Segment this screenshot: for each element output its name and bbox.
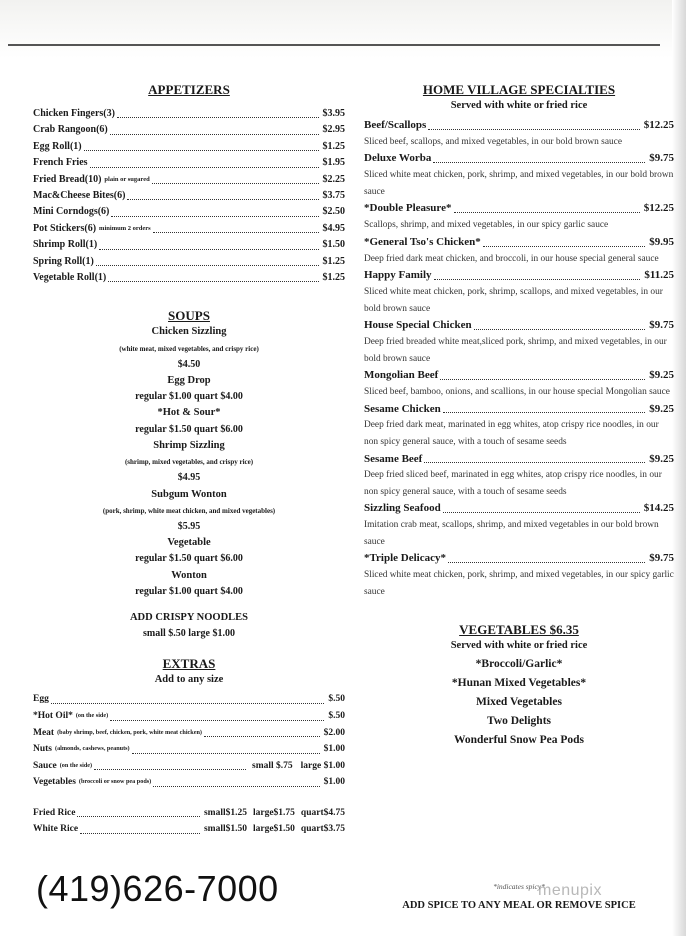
dot-leader bbox=[132, 753, 320, 754]
page-top-shadow bbox=[0, 0, 686, 58]
item-price: $9.25 bbox=[649, 452, 674, 465]
rice-name: Fried Rice bbox=[33, 807, 76, 818]
item-name: Egg bbox=[33, 694, 49, 705]
soup-desc: (shrimp, mixed vegetables, and crispy rice) bbox=[124, 458, 254, 467]
soup-name: Shrimp Sizzling bbox=[153, 439, 225, 451]
specialty-item bbox=[364, 451, 674, 501]
rice-small: small$1.25 bbox=[203, 807, 247, 818]
vegetables-title: VEGETABLES $6.35 bbox=[459, 622, 579, 638]
dot-leader bbox=[84, 150, 319, 151]
soup-name: Subgum Wonton bbox=[151, 488, 227, 500]
rice-small: small$1.50 bbox=[203, 824, 247, 835]
item-price: $9.95 bbox=[649, 235, 674, 248]
item-name: Sesame Beef bbox=[364, 452, 423, 465]
menu-item bbox=[33, 122, 345, 138]
rice-item bbox=[33, 821, 345, 838]
item-price: $3.75 bbox=[322, 190, 345, 202]
vegetables-section bbox=[364, 622, 674, 750]
soup-price: $4.95 bbox=[177, 472, 201, 484]
item-price: $1.50 bbox=[322, 239, 345, 251]
item-name: Beef/Scallops bbox=[364, 119, 427, 131]
dot-leader bbox=[434, 279, 641, 280]
item-name: Deluxe Worba bbox=[364, 152, 432, 165]
soup-desc: (white meat, mixed vegetables, and crispy rice) bbox=[119, 344, 259, 353]
vegetable-item: Mixed Vegetables bbox=[476, 696, 562, 709]
soup-name: Vegetable bbox=[167, 537, 211, 549]
vegetable-item: *Hunan Mixed Vegetables* bbox=[451, 677, 587, 690]
item-note: plain or sugared bbox=[104, 175, 150, 183]
item-name: *Triple Delicacy* bbox=[364, 552, 446, 565]
extra-item bbox=[33, 708, 345, 725]
specialty-item bbox=[364, 117, 674, 150]
item-desc: Imitation crab meat, scallops, shrimp, and mixed vegetables in our bold brown sauce bbox=[364, 520, 659, 547]
dot-leader bbox=[111, 216, 318, 217]
left-column bbox=[33, 82, 345, 838]
crispy-noodles-title: ADD CRISPY NOODLES bbox=[129, 611, 249, 623]
soups-title: SOUPS bbox=[168, 308, 210, 324]
dot-leader bbox=[108, 281, 318, 282]
menupix-watermark: menupix bbox=[538, 882, 602, 899]
menu-item bbox=[33, 204, 345, 220]
rice-quart: quart$3.75 bbox=[300, 824, 345, 835]
item-desc: Sliced white meat chicken, pork, shrimp, and mixed vegetables, in our bold brown sauce bbox=[364, 170, 674, 197]
item-name: House Special Chicken bbox=[364, 319, 472, 332]
rice-item bbox=[33, 805, 345, 822]
menu-item bbox=[33, 155, 345, 171]
dot-leader bbox=[474, 329, 646, 330]
spice-indicator-note: *indicates spicy* bbox=[493, 882, 545, 891]
dot-leader bbox=[433, 162, 645, 163]
item-price: $9.25 bbox=[649, 402, 674, 415]
dot-leader bbox=[483, 246, 646, 247]
rice-quart: quart$4.75 bbox=[300, 807, 345, 818]
specialties-subtitle: Served with white or fried rice bbox=[450, 100, 588, 111]
item-desc: Sliced white meat chicken, pork, shrimp, scallops, and mixed vegetables, in our bold brown sauce bbox=[364, 286, 663, 314]
item-price: $12.25 bbox=[643, 119, 674, 131]
rice-large: large$1.50 bbox=[252, 824, 295, 835]
dot-leader bbox=[127, 199, 318, 200]
dot-leader bbox=[424, 462, 645, 463]
item-name: Vegetables bbox=[33, 777, 76, 788]
item-price: $4.95 bbox=[322, 222, 345, 234]
specialty-item bbox=[364, 367, 674, 400]
dot-leader bbox=[454, 212, 640, 213]
soup-price: $4.50 bbox=[177, 358, 201, 370]
item-name: Sesame Chicken bbox=[364, 402, 441, 415]
vegetable-item: Wonderful Snow Pea Pods bbox=[453, 734, 585, 747]
item-name: Chicken Fingers(3) bbox=[33, 108, 115, 119]
item-name: *Double Pleasure* bbox=[364, 202, 452, 215]
menu-item bbox=[33, 237, 345, 253]
vegetables-subtitle: Served with white or fried rice bbox=[450, 640, 588, 652]
item-desc: Sliced white meat chicken, pork, shrimp, and mixed vegetables, in our spicy garlic sauce bbox=[364, 570, 674, 597]
item-price: $1.00 bbox=[323, 744, 345, 755]
soup-name: Wonton bbox=[171, 569, 207, 581]
soups-list bbox=[33, 324, 345, 599]
extra-item bbox=[33, 758, 345, 775]
soup-price: regular $1.50 quart $6.00 bbox=[135, 423, 243, 435]
item-name: Shrimp Roll(1) bbox=[33, 239, 98, 251]
item-name: Mac&Cheese Bites(6) bbox=[33, 190, 126, 202]
item-price: $9.75 bbox=[649, 319, 674, 332]
item-price: $2.25 bbox=[322, 173, 345, 185]
dot-leader bbox=[204, 736, 320, 737]
specialty-item bbox=[364, 500, 674, 550]
dot-leader bbox=[94, 769, 246, 770]
item-price: $1.25 bbox=[322, 272, 345, 284]
dot-leader bbox=[117, 117, 319, 118]
extras-subtitle: Add to any size bbox=[154, 674, 224, 686]
item-note: (baby shrimp, beef, chicken, pork, white meat chicken) bbox=[57, 728, 202, 736]
dot-leader bbox=[443, 412, 646, 413]
menu-item bbox=[33, 172, 345, 188]
soup-price: regular $1.00 quart $4.00 bbox=[135, 391, 243, 403]
item-name: Happy Family bbox=[364, 269, 432, 282]
specialties-list bbox=[364, 117, 674, 600]
menu-item bbox=[33, 270, 345, 286]
soup-price: regular $1.50 quart $6.00 bbox=[135, 553, 243, 565]
item-note: (on the side) bbox=[59, 761, 93, 769]
extra-item bbox=[33, 725, 345, 742]
dot-leader bbox=[428, 129, 639, 130]
item-price: $9.25 bbox=[649, 369, 674, 382]
dot-leader bbox=[443, 512, 640, 513]
item-price: $11.25 bbox=[644, 269, 674, 282]
rice-large: large$1.75 bbox=[252, 807, 295, 818]
item-price: $.50 bbox=[328, 710, 345, 721]
item-name: Fried Bread(10) bbox=[33, 173, 102, 185]
item-name: Pot Stickers(6) bbox=[33, 222, 97, 234]
item-price: $14.25 bbox=[643, 502, 674, 515]
item-name: *General Tso's Chicken* bbox=[364, 235, 481, 248]
item-name: Sizzling Seafood bbox=[364, 502, 441, 515]
item-desc: Scallops, shrimp, and mixed vegetables, in our spicy garlic sauce bbox=[364, 220, 609, 231]
item-size-small: small $.75 bbox=[252, 760, 293, 771]
page-edge-shadow bbox=[672, 0, 686, 936]
item-desc: Deep fried sliced beef, marinated in egg whites, atop crispy rice noodles, in our non spicy general sauce, with a touch of sesame seeds bbox=[364, 470, 662, 497]
item-note: (almonds, cashews, peanuts) bbox=[55, 745, 130, 753]
dot-leader bbox=[153, 786, 319, 787]
soup-name: Egg Drop bbox=[167, 375, 211, 387]
crispy-noodles-prices: small $.50 large $1.00 bbox=[143, 628, 235, 640]
item-desc: Deep fried dark meat, marinated in egg whites, atop crispy rice noodles, in our non spicy general sauce, with a touch of sesame seeds bbox=[364, 420, 659, 447]
item-price: $12.25 bbox=[643, 202, 674, 215]
dot-leader bbox=[80, 833, 200, 834]
soup-desc: (pork, shrimp, white meat chicken, and mixed vegetables) bbox=[102, 506, 276, 515]
dot-leader bbox=[440, 379, 645, 380]
menu-item bbox=[33, 106, 345, 122]
item-price: $.50 bbox=[328, 694, 345, 705]
specialty-item bbox=[364, 200, 674, 233]
item-price: $2.95 bbox=[322, 124, 345, 136]
menu-item bbox=[33, 188, 345, 204]
right-column bbox=[364, 82, 674, 750]
item-price: $3.95 bbox=[322, 108, 345, 119]
item-name: Crab Rangoon(6) bbox=[33, 124, 108, 136]
item-price: $9.75 bbox=[649, 552, 674, 565]
item-name: Egg Roll(1) bbox=[33, 140, 82, 152]
item-desc: Sliced beef, scallops, and mixed vegetables, in our bold brown sauce bbox=[364, 136, 623, 147]
dot-leader bbox=[96, 265, 319, 266]
dot-leader bbox=[448, 562, 645, 563]
dot-leader bbox=[152, 183, 319, 184]
menu-item bbox=[33, 139, 345, 155]
dot-leader bbox=[51, 703, 325, 704]
specialty-item bbox=[364, 267, 674, 317]
crispy-noodles bbox=[33, 610, 345, 642]
menu-item bbox=[33, 254, 345, 270]
item-name: *Hot Oil* bbox=[33, 710, 73, 721]
specialties-title: HOME VILLAGE SPECIALTIES bbox=[422, 82, 616, 97]
vegetable-item: *Broccoli/Garlic* bbox=[475, 658, 563, 671]
item-desc: Deep fried breaded white meat,sliced pork, shrimp, and mixed vegetables, in our bold brown sauce bbox=[364, 336, 667, 364]
item-name: Mini Corndogs(6) bbox=[33, 206, 110, 218]
soup-name: Chicken Sizzling bbox=[151, 326, 227, 338]
dot-leader bbox=[110, 720, 324, 721]
item-name: Nuts bbox=[33, 744, 53, 755]
item-note: minimum 2 orders bbox=[99, 224, 151, 232]
dot-leader bbox=[153, 232, 319, 233]
appetizers-list bbox=[33, 106, 345, 286]
extras-title: EXTRAS bbox=[162, 656, 216, 672]
soup-price: $5.95 bbox=[177, 520, 201, 532]
item-name: Sauce bbox=[33, 760, 57, 771]
item-note: (broccoli or snow pea pods) bbox=[78, 778, 152, 786]
extra-item bbox=[33, 774, 345, 791]
specialty-item bbox=[364, 401, 674, 451]
item-name: French Fries bbox=[33, 157, 88, 169]
item-price: $9.75 bbox=[649, 152, 674, 165]
soup-price: regular $1.00 quart $4.00 bbox=[135, 585, 243, 597]
item-desc: Deep fried dark meat chicken, and broccoli, in our house special general sauce bbox=[364, 253, 659, 264]
specialty-item bbox=[364, 150, 674, 200]
menu-item bbox=[33, 221, 345, 237]
item-price: $1.25 bbox=[322, 255, 345, 267]
dot-leader bbox=[90, 167, 319, 168]
rice-name: White Rice bbox=[33, 824, 79, 835]
item-name: Mongolian Beef bbox=[364, 369, 439, 382]
extra-item bbox=[33, 741, 345, 758]
soup-name: *Hot & Sour* bbox=[157, 407, 221, 419]
appetizers-title: APPETIZERS bbox=[148, 82, 230, 97]
item-note: (on the side) bbox=[75, 711, 109, 719]
item-name: Meat bbox=[33, 727, 55, 738]
item-price: $1.95 bbox=[322, 157, 345, 169]
item-price: $2.50 bbox=[322, 206, 345, 218]
item-name: Spring Roll(1) bbox=[33, 255, 94, 267]
spice-add-note: ADD SPICE TO ANY MEAL OR REMOVE SPICE bbox=[402, 900, 636, 911]
extras-list bbox=[33, 691, 345, 838]
extra-item bbox=[33, 691, 345, 708]
item-price: $1.00 bbox=[323, 777, 345, 788]
dot-leader bbox=[110, 134, 319, 135]
dot-leader bbox=[77, 816, 199, 817]
phone-number: (419)626-7000 bbox=[36, 868, 279, 909]
specialty-item bbox=[364, 317, 674, 367]
specialty-item bbox=[364, 234, 674, 267]
item-price: $1.25 bbox=[322, 140, 345, 152]
top-divider bbox=[8, 44, 660, 46]
vegetable-item: Two Delights bbox=[487, 715, 551, 728]
item-desc: Sliced beef, bamboo, onions, and scallions, in our house special Mongolian sauce bbox=[364, 386, 670, 397]
item-name: Vegetable Roll(1) bbox=[33, 272, 107, 284]
specialty-item bbox=[364, 550, 674, 600]
item-price: large $1.00 bbox=[300, 760, 345, 771]
item-price: $2.00 bbox=[323, 727, 345, 738]
dot-leader bbox=[99, 249, 318, 250]
